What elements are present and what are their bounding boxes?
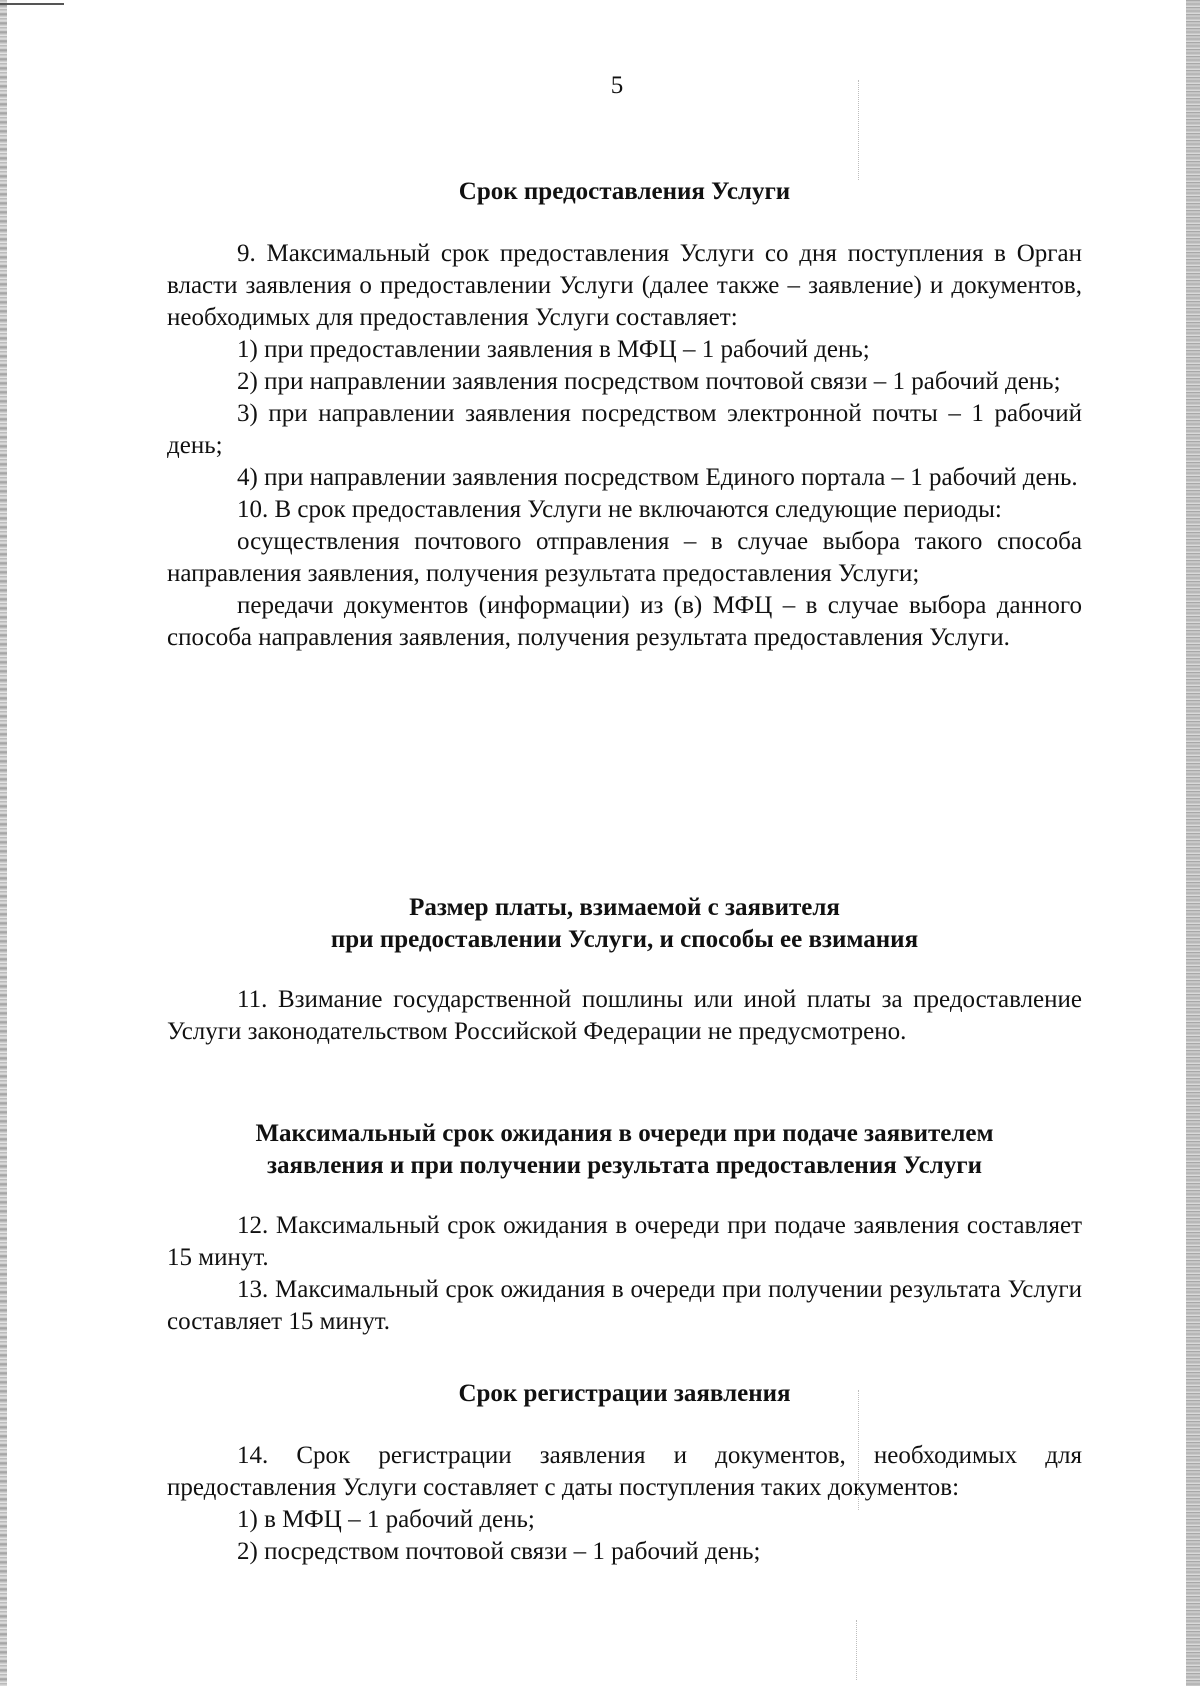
- section-heading: Срок регистрации заявления: [458, 1380, 791, 1407]
- section-queue-wait: [167, 1118, 1082, 1338]
- paragraph-12: 12. Максимальный срок ожидания в очереди при подаче заявления составляет 15 минут.: [167, 1212, 1082, 1271]
- list-item-2: 2) посредством почтовой связи – 1 рабочий день;: [237, 1538, 761, 1565]
- scan-edge-right: [1186, 0, 1200, 1686]
- paragraph-period-mail: осуществления почтового отправления – в случае выбора такого способа направления заявления, получения результата предоставления Услуги;: [167, 528, 1082, 587]
- section-heading-line2: при предоставлении Услуги, и способы ее взимания: [330, 926, 919, 953]
- section-heading: Срок предоставления Услуги: [458, 178, 791, 205]
- paragraph-13: 13. Максимальный срок ожидания в очереди при получении результата Услуги составляет 15 минут.: [167, 1276, 1082, 1335]
- section-fee: [167, 892, 1082, 1048]
- section-heading-line1: Максимальный срок ожидания в очереди при подаче заявителем: [255, 1120, 994, 1147]
- scan-mark-top: [0, 3, 64, 5]
- paragraph-14: 14. Срок регистрации заявления и документов, необходимых для предоставления Услуги составляет с даты поступления таких документов:: [167, 1442, 1082, 1501]
- section-registration-term: [167, 1378, 1082, 1568]
- page-number: 5: [610, 72, 624, 99]
- scan-dots: [856, 1620, 858, 1680]
- paragraph-9: 9. Максимальный срок предоставления Услуги со дня поступления в Орган власти заявления о предоставлении Услуги (далее также – заявление) и документов, необходимых для предоставления Услуги составляет:: [167, 240, 1082, 331]
- paragraph-11: 11. Взимание государственной пошлины или иной платы за предоставление Услуги законодательством Российской Федерации не предусмотрено.: [167, 986, 1082, 1045]
- paragraph-period-mfc: передачи документов (информации) из (в) МФЦ – в случае выбора данного способа направления заявления, получения результата предоставления Услуги.: [167, 592, 1082, 651]
- section-service-term: [167, 176, 1082, 654]
- list-item-3: 3) при направлении заявления посредством электронной почты – 1 рабочий день;: [167, 400, 1082, 459]
- list-item-1: 1) при предоставлении заявления в МФЦ – 1 рабочий день;: [237, 336, 870, 363]
- section-heading-line1: Размер платы, взимаемой с заявителя: [409, 894, 840, 921]
- list-item-4: 4) при направлении заявления посредством Единого портала – 1 рабочий день.: [237, 464, 1078, 491]
- section-heading-line2: заявления и при получении результата предоставления Услуги: [266, 1152, 983, 1179]
- paragraph-10: 10. В срок предоставления Услуги не включаются следующие периоды:: [237, 496, 1002, 523]
- scan-edge-left: [0, 0, 7, 1686]
- list-item-2: 2) при направлении заявления посредством почтовой связи – 1 рабочий день;: [237, 368, 1061, 395]
- list-item-1: 1) в МФЦ – 1 рабочий день;: [237, 1506, 535, 1533]
